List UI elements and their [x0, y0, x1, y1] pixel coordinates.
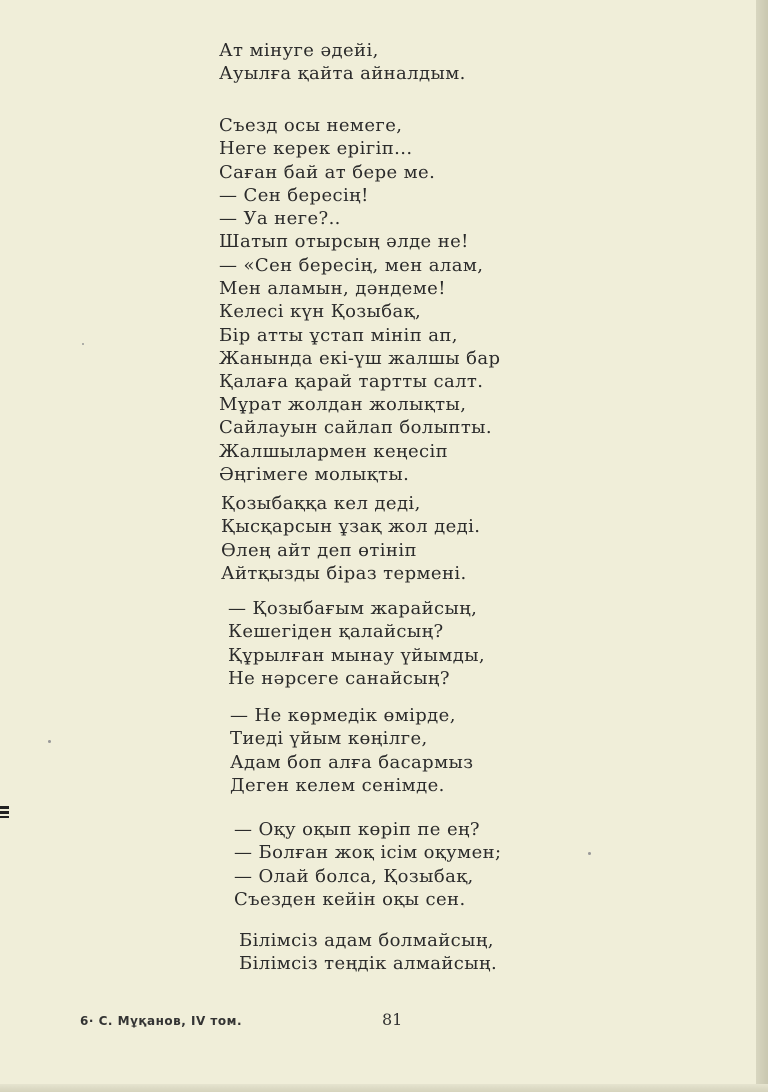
paper-speck: [48, 740, 51, 743]
verse-line: — Сен бересің!: [219, 184, 369, 206]
verse-line: Съезден кейін оқы сен.: [234, 888, 466, 910]
paper-speck: [82, 343, 84, 345]
verse-line: Қалаға қарай тартты салт.: [219, 371, 484, 393]
stanza-1: [219, 39, 466, 86]
verse-line: — Не көрмедік өмірде,: [230, 705, 456, 726]
verse-line: — Болған жоқ ісім оқумен;: [234, 842, 502, 864]
printer-signature: 6· С. Мұқанов, IV том.: [80, 1014, 242, 1028]
verse-line: Адам боп алға басармыз: [230, 751, 474, 773]
stanza-7: [234, 818, 501, 911]
verse-line: Жанында екі-үш жалшы бар: [219, 347, 501, 369]
page-edge-bottom: [0, 1084, 768, 1092]
stanza-2: [219, 114, 500, 394]
verse-line: Қысқарсын ұзақ жол деді.: [221, 516, 481, 538]
verse-line: Тиеді үйым көңілге,: [230, 728, 428, 750]
verse-line: — Олай болса, Қозыбақ,: [234, 865, 474, 887]
verse-line: Ат мінуге әдейі,: [219, 40, 379, 61]
verse-line: Келесі күн Қозыбақ,: [219, 301, 422, 323]
paper-speck: [588, 852, 591, 855]
verse-line: Өлең айт деп өтініп: [221, 539, 417, 561]
verse-line: Не нәрсеге санайсың?: [228, 667, 450, 689]
verse-line: Жалшылармен кеңесіп: [219, 440, 449, 462]
stanza-6: [230, 704, 473, 797]
verse-line: Құрылған мынау үйымды,: [228, 644, 486, 666]
verse-line: — Қозыбағым жарайсың,: [228, 598, 478, 619]
stanza-8: [239, 929, 497, 976]
stanza-5: [228, 597, 485, 690]
verse-line: — Уа неге?..: [219, 208, 341, 230]
verse-line: Съезд осы немеге,: [219, 115, 403, 136]
verse-line: Ауылға қайта айналдым.: [219, 63, 466, 85]
verse-line: Бір атты ұстап мініп ап,: [219, 324, 458, 346]
margin-mark: [0, 806, 9, 818]
verse-line: Әңгімеге молықты.: [219, 463, 410, 485]
verse-line: Қозыбаққа кел деді,: [221, 493, 421, 514]
stanza-4: [221, 492, 480, 585]
stanza-3: [219, 393, 492, 486]
verse-line: Мен аламын, дәндеме!: [219, 278, 446, 300]
verse-line: Неге керек ерігіп...: [219, 138, 413, 160]
verse-line: Деген келем сенімде.: [230, 774, 445, 796]
verse-line: Кешегіден қалайсың?: [228, 621, 444, 643]
verse-line: Саған бай ат бере ме.: [219, 161, 436, 183]
page-edge-right: [756, 0, 768, 1092]
verse-line: Айтқызды біраз термені.: [221, 562, 467, 584]
verse-line: — Оқу оқып көріп пе ең?: [234, 819, 480, 840]
verse-line: Шатып отырсың әлде не!: [219, 231, 469, 253]
verse-line: Мұрат жолдан жолықты,: [219, 394, 467, 415]
verse-line: Білімсіз теңдік алмайсың.: [239, 953, 498, 975]
verse-line: — «Сен бересің, мен алам,: [219, 254, 484, 276]
verse-line: Сайлауын сайлап болыпты.: [219, 417, 493, 439]
verse-line: Білімсіз адам болмайсың,: [239, 930, 494, 951]
page-number: 81: [382, 1010, 403, 1029]
